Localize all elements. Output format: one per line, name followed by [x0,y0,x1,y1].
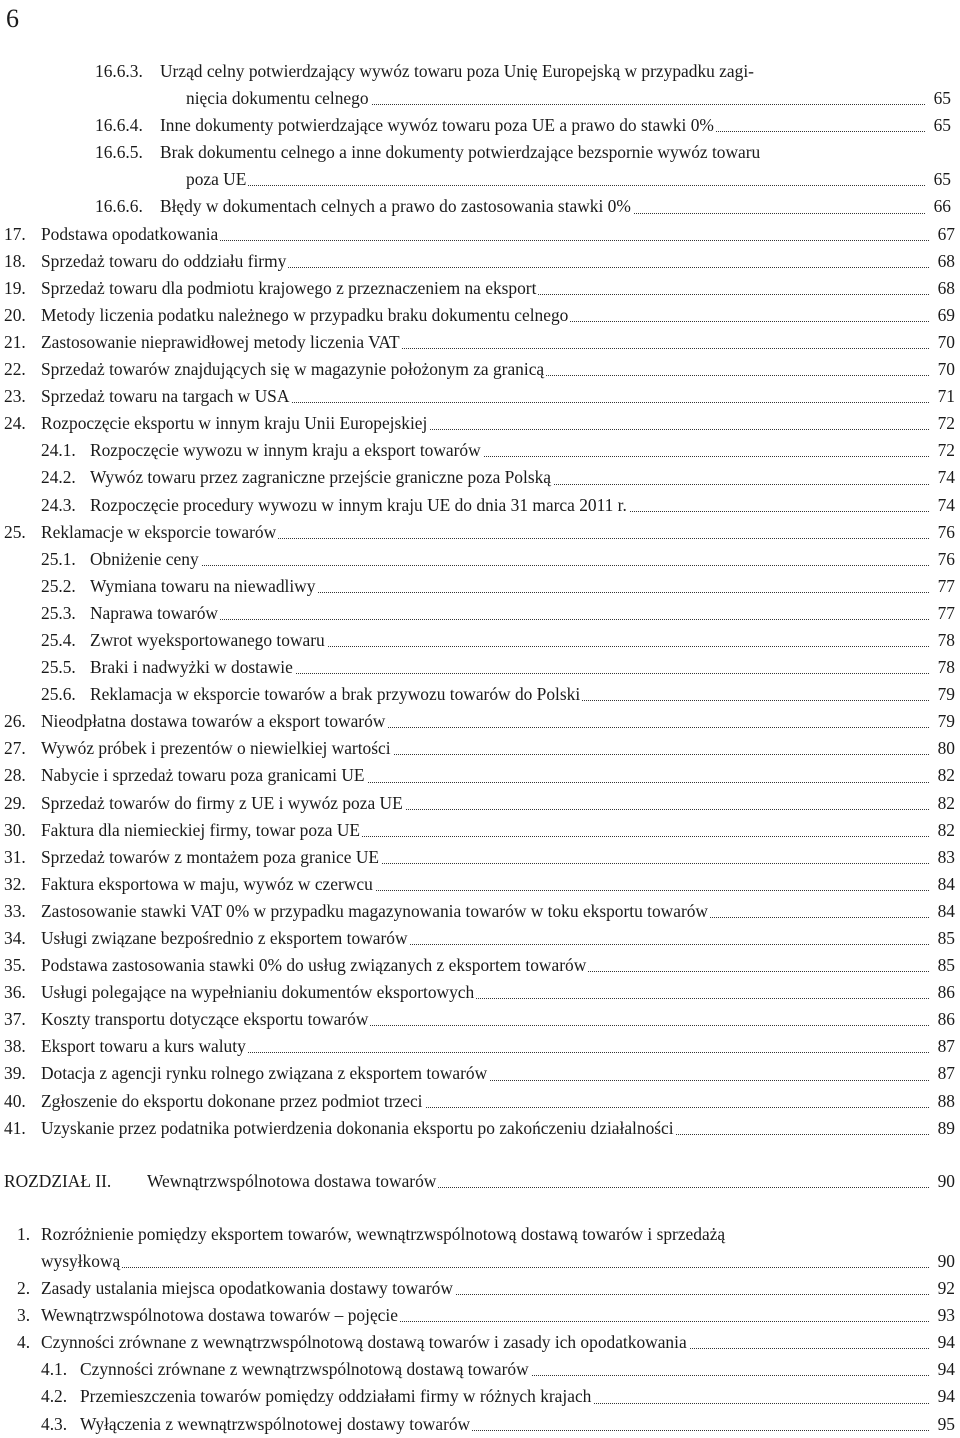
toc-entry-line [0,708,955,735]
toc-entry-number: 23. [4,386,26,407]
toc-entry [0,1060,960,1087]
toc-entry-number: 19. [4,277,26,298]
toc-entry [0,1356,960,1383]
toc-entry-line [0,898,955,925]
toc-entry-line [0,248,955,275]
toc-entry-line [0,1006,955,1033]
toc-entry-line [0,1248,955,1275]
toc-entry-line [0,546,955,573]
toc-entry [0,898,960,925]
toc-entry-line [0,654,955,681]
toc-entry-line [0,383,955,410]
toc-entry-page: 88 [935,1088,955,1115]
toc-entry-line [0,519,955,546]
toc-entry-page: 78 [935,627,955,654]
toc-entry-title: Wywóz próbek i prezentów o niewielkiej wartości [41,735,393,762]
toc-entry-number: 4.2. [41,1386,68,1407]
toc-entry-number: 24.2. [41,467,76,488]
toc-entry-title: Podstawa opodatkowania [41,221,220,248]
toc-entry-title: Faktura eksportowa w maju, wywóz w czerwcu [41,871,375,898]
toc-entry-page: 90 [935,1168,955,1195]
toc-entry-number: 4. [17,1332,31,1353]
toc-entry-page: 71 [935,383,955,410]
toc-entry [0,492,960,519]
table-of-contents [0,58,960,1438]
page-number: 6 [6,4,19,33]
toc-entry-title: Zasady ustalania miejsca opodatkowania dostawy towarów [41,1275,455,1302]
toc-entry-line [0,356,955,383]
toc-entry-title: Usługi polegające na wypełnianiu dokumentów eksportowych [41,979,476,1006]
toc-entry-line [0,329,955,356]
toc-entry-number: 25.6. [41,684,76,705]
toc-entry-number: 2. [17,1278,31,1299]
toc-entry-line [0,600,955,627]
toc-entry-line [0,627,955,654]
toc-entry [0,708,960,735]
dot-leader [186,185,925,186]
toc-entry-line [0,1275,955,1302]
dot-leader [41,1267,929,1268]
toc-entry-title: Sprzedaż towarów z montażem poza granice UE [41,844,381,871]
toc-entry-title: Uzyskanie przez podatnika potwierdzenia dokonania eksportu po zakończeniu działalności [41,1115,676,1142]
toc-entry-number: ROZDZIAŁ II. [4,1170,112,1191]
toc-entry [0,383,960,410]
toc-entry [0,979,960,1006]
toc-entry-number: 35. [4,955,26,976]
toc-entry [0,193,960,220]
toc-entry [0,464,960,491]
toc-entry-page: 95 [935,1411,955,1438]
toc-entry [0,735,960,762]
toc-entry-title: poza UE [186,166,248,193]
toc-entry-title: Brak dokumentu celnego a inne dokumenty potwierdzające bezspornie wywóz towaru [160,139,762,166]
toc-entry-line [0,1356,955,1383]
toc-entry-page: 82 [935,762,955,789]
toc-entry-number: 25.4. [41,629,76,650]
toc-entry-line [0,166,951,193]
toc-entry [0,546,960,573]
toc-entry-number: 24.3. [41,494,76,515]
toc-entry-title: Usługi związane bezpośrednio z eksportem towarów [41,925,410,952]
toc-entry [0,437,960,464]
toc-entry-page: 83 [935,844,955,871]
toc-entry-title: Podstawa zastosowania stawki 0% do usług związanych z eksportem towarów [41,952,588,979]
toc-entry-number: 29. [4,792,26,813]
toc-entry [0,519,960,546]
toc-entry-line [0,871,955,898]
toc-entry-title: Czynności zrównane z wewnątrzwspólnotową dostawą towarów [80,1356,531,1383]
toc-entry [0,248,960,275]
toc-entry-page: 65 [931,166,951,193]
toc-entry-page: 65 [931,85,951,112]
toc-entry-page: 70 [935,356,955,383]
toc-entry-page: 87 [935,1033,955,1060]
toc-entry [0,1033,960,1060]
toc-entry-number: 28. [4,765,26,786]
toc-entry-line [0,437,955,464]
toc-entry-number: 18. [4,250,26,271]
toc-entry [0,681,960,708]
toc-entry [0,1115,960,1142]
toc-entry-page: 89 [935,1115,955,1142]
toc-entry-page: 76 [935,519,955,546]
toc-entry [0,302,960,329]
toc-entry-line [0,58,951,85]
toc-entry-number: 40. [4,1090,26,1111]
toc-entry-title: Inne dokumenty potwierdzające wywóz towaru poza UE a prawo do stawki 0% [160,112,716,139]
toc-entry-number: 30. [4,819,26,840]
toc-entry-title: nięcia dokumentu celnego [186,85,371,112]
toc-entry-number: 21. [4,331,26,352]
toc-entry-line [0,790,955,817]
toc-entry-line [0,1088,955,1115]
toc-entry-page: 87 [935,1060,955,1087]
toc-entry-page: 70 [935,329,955,356]
toc-entry-number: 25.2. [41,575,76,596]
toc-entry-title: Zgłoszenie do eksportu dokonane przez podmiot trzeci [41,1088,425,1115]
toc-entry-title: wysyłkową [41,1248,122,1275]
toc-entry-number: 34. [4,928,26,948]
toc-entry-title: Sprzedaż towaru dla podmiotu krajowego z przeznaczeniem na eksport [41,275,538,302]
toc-entry [0,1302,960,1329]
dot-leader [90,565,929,566]
toc-entry-number: 16.6.6. [95,196,143,217]
toc-entry-line [0,221,955,248]
toc-entry-line [0,139,951,166]
toc-entry-number: 32. [4,873,26,894]
toc-entry [0,1411,960,1438]
toc-entry [0,654,960,681]
toc-entry-number: 1. [17,1223,31,1244]
toc-entry-title: Koszty transportu dotyczące eksportu towarów [41,1006,370,1033]
toc-entry-number: 3. [17,1305,31,1326]
toc-entry-page: 68 [935,275,955,302]
toc-entry-page: 85 [935,925,955,952]
toc-entry-number: 25.1. [41,548,76,569]
toc-entry-page: 84 [935,871,955,898]
toc-entry-line [0,952,955,979]
toc-entry-line [0,1411,955,1438]
toc-entry-page: 93 [935,1302,955,1329]
toc-entry-page: 80 [935,735,955,762]
toc-entry [0,58,960,112]
toc-entry-line [0,817,955,844]
toc-entry-page: 94 [935,1356,955,1383]
toc-entry-page: 82 [935,790,955,817]
toc-entry-page: 76 [935,546,955,573]
toc-entry-title: Reklamacje w eksporcie towarów [41,519,278,546]
toc-entry-number: 27. [4,738,26,759]
toc-entry-page: 86 [935,1006,955,1033]
toc-entry [0,600,960,627]
toc-entry-number: 41. [4,1117,26,1138]
toc-entry-number: 16.6.5. [95,142,143,163]
toc-entry-number: 25.3. [41,602,76,623]
toc-entry-page: 82 [935,817,955,844]
toc-entry-title: Sprzedaż towarów do firmy z UE i wywóz poza UE [41,790,405,817]
toc-entry-page: 72 [935,410,955,437]
toc-entry-page: 72 [935,437,955,464]
toc-entry-title: Dotacja z agencji rynku rolnego związana z eksportem towarów [41,1060,489,1087]
toc-entry [0,1088,960,1115]
toc-entry-number: 31. [4,846,26,867]
toc-entry [0,1168,960,1195]
toc-entry-page: 94 [935,1329,955,1356]
toc-entry [0,844,960,871]
toc-entry-line [0,464,955,491]
toc-entry-title: Sprzedaż towarów znajdujących się w magazynie położonym za granicą [41,356,546,383]
toc-entry [0,1275,960,1302]
toc-entry-line [0,85,951,112]
toc-entry-number: 38. [4,1036,26,1057]
toc-entry [0,410,960,437]
toc-entry-page: 77 [935,600,955,627]
toc-entry-line [0,1060,955,1087]
toc-entry-title: Rozpoczęcie wywozu w innym kraju a eksport towarów [90,437,483,464]
toc-entry-title: Wewnątrzwspólnotowa dostawa towarów – pojęcie [41,1302,400,1329]
toc-entry-line [0,302,955,329]
toc-entry-line [0,410,955,437]
toc-entry-page: 67 [935,221,955,248]
toc-entry-title: Wywóz towaru przez zagraniczne przejście graniczne poza Polską [90,464,553,491]
toc-entry-title: Obniżenie ceny [90,546,201,573]
toc-entry-title: Nabycie i sprzedaż towaru poza granicami UE [41,762,367,789]
toc-entry-title: Braki i nadwyżki w dostawie [90,654,295,681]
toc-entry-number: 36. [4,982,26,1003]
toc-entry-line [0,1302,955,1329]
toc-entry-title: Błędy w dokumentach celnych a prawo do zastosowania stawki 0% [160,193,633,220]
toc-entry-line [0,735,955,762]
toc-entry-number: 4.1. [41,1359,68,1380]
toc-entry [0,871,960,898]
toc-entry-title: Metody liczenia podatku należnego w przypadku braku dokumentu celnego [41,302,570,329]
toc-entry-title: Zastosowanie nieprawidłowej metody liczenia VAT [41,329,402,356]
toc-entry-page: 77 [935,573,955,600]
toc-entry-line [0,1115,955,1142]
toc-entry-number: 25.5. [41,657,76,678]
toc-entry [0,329,960,356]
toc-entry [0,952,960,979]
toc-entry-title: Rozpoczęcie eksportu w innym kraju Unii Europejskiej [41,410,429,437]
toc-entry [0,790,960,817]
toc-entry [0,112,960,139]
toc-entry-number: 24. [4,413,26,434]
toc-entry-line [0,1033,955,1060]
toc-entry-page: 66 [931,193,951,220]
toc-entry-page: 78 [935,654,955,681]
toc-entry-page: 74 [935,492,955,519]
toc-entry-title: Czynności zrównane z wewnątrzwspólnotową dostawą towarów i zasady ich opodatkowania [41,1329,689,1356]
toc-entry-title: Wymiana towaru na niewadliwy [90,573,317,600]
toc-entry-number: 33. [4,900,26,921]
toc-entry-page: 65 [931,112,951,139]
toc-entry-title: Rozróżnienie pomiędzy eksportem towarów, wewnątrzwspólnotową dostawą towarów i sprzedażą [41,1221,727,1248]
toc-entry [0,573,960,600]
toc-entry-page: 84 [935,898,955,925]
toc-entry [0,221,960,248]
toc-entry-line [0,762,955,789]
toc-entry-page: 79 [935,681,955,708]
toc-entry-line [0,1329,955,1356]
toc-entry-title: Reklamacja w eksporcie towarów a brak przywozu towarów do Polski [90,681,582,708]
toc-entry-line [0,112,951,139]
toc-entry-number: 26. [4,711,26,732]
toc-entry-page: 69 [935,302,955,329]
toc-entry-line [0,1221,955,1248]
toc-entry [0,1221,960,1275]
toc-entry-title: Sprzedaż towaru na targach w USA [41,383,291,410]
toc-entry-line [0,925,955,952]
toc-entry-number: 24.1. [41,440,76,461]
toc-entry-title: Naprawa towarów [90,600,220,627]
toc-entry-line [0,573,955,600]
toc-entry-title: Sprzedaż towaru do oddziału firmy [41,248,288,275]
toc-entry-page: 68 [935,248,955,275]
toc-entry-line [0,1168,955,1195]
toc-entry [0,627,960,654]
toc-entry-title: Eksport towaru a kurs waluty [41,1033,248,1060]
toc-entry-title: Wyłączenia z wewnątrzwspólnotowej dostawy towarów [80,1411,472,1438]
toc-entry-number: 22. [4,359,26,380]
toc-entry-page: 94 [935,1383,955,1410]
toc-entry [0,1383,960,1410]
toc-entry-line [0,681,955,708]
toc-entry-line [0,1383,955,1410]
toc-entry-title: Zwrot wyeksportowanego towaru [90,627,327,654]
toc-entry [0,139,960,193]
toc-entry-title: Zastosowanie stawki VAT 0% w przypadku magazynowania towarów w toku eksportu towarów [41,898,710,925]
toc-entry-title: Przemieszczenia towarów pomiędzy oddziałami firmy w różnych krajach [80,1383,593,1410]
toc-entry-line [0,492,955,519]
toc-entry [0,925,960,952]
toc-entry-number: 4.3. [41,1413,68,1434]
toc-entry-line [0,193,951,220]
toc-entry-page: 79 [935,708,955,735]
toc-entry-number: 16.6.4. [95,115,143,136]
toc-entry-number: 25. [4,521,26,542]
toc-entry-number: 17. [4,223,26,244]
toc-entry-line [0,275,955,302]
toc-entry [0,1329,960,1356]
toc-entry-number: 39. [4,1063,26,1084]
toc-entry-number: 37. [4,1009,26,1030]
toc-entry [0,817,960,844]
toc-entry-page: 90 [935,1248,955,1275]
toc-entry-page: 92 [935,1275,955,1302]
toc-entry [0,275,960,302]
toc-entry-page: 86 [935,979,955,1006]
toc-entry-number: 20. [4,304,26,325]
toc-entry [0,356,960,383]
toc-entry-title: Urząd celny potwierdzający wywóz towaru poza Unię Europejską w przypadku zagi- [160,58,756,85]
toc-entry-title: Nieodpłatna dostawa towarów a eksport towarów [41,708,387,735]
toc-entry-line [0,844,955,871]
toc-entry [0,1006,960,1033]
toc-entry-title: Rozpoczęcie procedury wywozu w innym kraju UE do dnia 31 marca 2011 r. [90,492,629,519]
toc-entry-title: Faktura dla niemieckiej firmy, towar poza UE [41,817,362,844]
toc-entry-title: Wewnątrzwspólnotowa dostawa towarów [147,1168,438,1195]
toc-entry [0,762,960,789]
toc-entry-page: 85 [935,952,955,979]
toc-entry-line [0,979,955,1006]
toc-entry-page: 74 [935,464,955,491]
toc-entry-number: 16.6.3. [95,61,143,81]
